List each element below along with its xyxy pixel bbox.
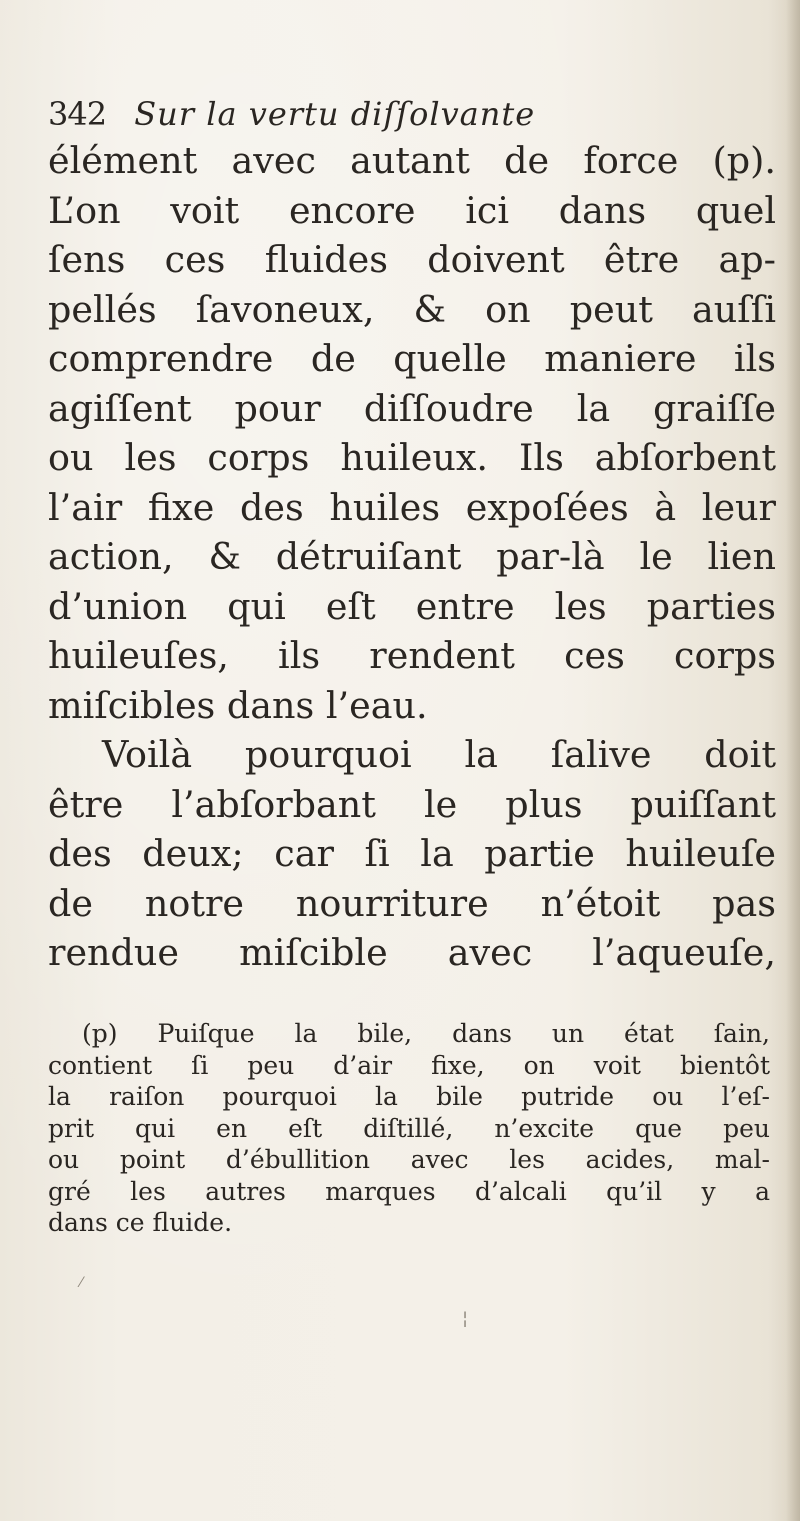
page-number: 342 [48,95,107,133]
body-line: de notre nourriture n’étoit pas [48,881,776,925]
body-line: des deux; car ſi la partie huileuſe [48,832,776,875]
body-line: agiſſent pour diſſoudre la graiſſe [48,386,776,430]
body-line: L’on voit encore ici dans quel [48,188,776,232]
footnote [48,1018,770,1239]
body-line: ſens ces fluides doivent être ap- [48,238,776,281]
body-line: action, & détruiſant par-là le lien [48,535,776,578]
body-line: élément avec autant de force (p). [48,139,776,182]
footnote-line: (p) Puiſque la bile, dans un état ſain, [82,1019,770,1048]
body-line: comprendre de quelle maniere ils [48,337,776,380]
body-line: être l’abſorbant le plus puiſſant [48,782,776,826]
body-text [48,136,776,978]
body-line: Voilà pourquoi la ſalive doit [102,733,776,776]
footnote-line: gré les autres marques d’alcali qu’il y a [48,1176,770,1206]
body-line: l’air fixe des huiles expoſées à leur [48,485,776,529]
footnote-line: dans ce fluide. [48,1208,233,1237]
body-line: rendue miſcible avec l’aqueuſe, [48,931,776,974]
footnote-line: ou point d’ébullition avec les acides, mal- [48,1145,770,1174]
ink-speck: ⁄ [80,1275,83,1291]
body-line: ou les corps huileux. Ils abſorbent [48,436,776,479]
footnote-line: contient ſi peu d’air fixe, on voit bientôt [48,1050,770,1080]
footnote-line: la raiſon pourquoi la bile putride ou l’eſ- [48,1082,770,1111]
body-line: d’union qui eſt entre les parties [48,584,776,628]
page-edge-shadow [786,0,800,1521]
ink-speck: ¦ [462,1308,469,1329]
body-line: pellés ſavoneux, & on peut auſſi [48,287,776,331]
footnote-line: prit qui en eſt diſtillé, n’excite que peu [48,1113,770,1143]
running-head [48,95,536,133]
body-line: huileuſes, ils rendent ces corps [48,634,776,677]
running-title: Sur la vertu diſſolvante [134,95,536,133]
body-line: miſcibles dans l’eau. [48,683,428,727]
